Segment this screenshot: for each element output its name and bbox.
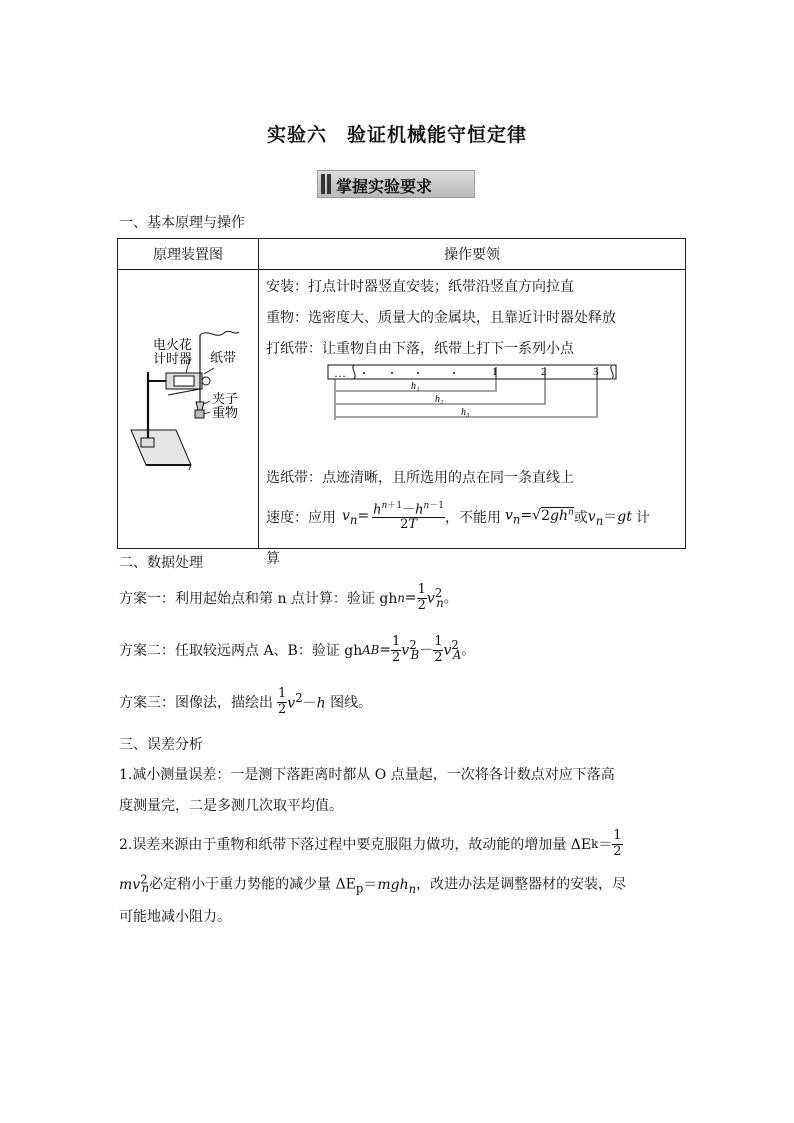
tape-point-3: 3 [593, 366, 599, 378]
row-speed-end: 算 [266, 551, 280, 567]
apparatus-diagram [118, 270, 257, 549]
apparatus-cell [118, 270, 259, 549]
row-select: 选纸带：点迹清晰，且所选用的点在同一条直线上 [266, 470, 574, 486]
label-tape: 纸带 [210, 350, 237, 365]
plan-two: 方案二：任取较远两点 A、B：验证 gh AB = $\frac{1}{2}$ $v^2_B-$ $\frac{1}{2}$ $v^2_A$。 [119, 634, 476, 665]
plan-one: 方案一：利用起始点和第 n 点计算：验证 gh n = $\frac{1}{2}$ $v^2_n$。 [119, 582, 458, 613]
row-weight: 重物：选密度大、质量大的金属块，且靠近计时器处释放 [266, 310, 616, 326]
section-heading-3: 三、误差分析 [119, 737, 203, 753]
label-timer-2: 计时器 [153, 351, 193, 366]
banner-text: 掌握实验要求 [336, 177, 433, 196]
speed-prefix: 速度：应用 [266, 510, 336, 526]
section-heading-1: 一、基本原理与操作 [119, 215, 245, 231]
fraction-half: $\frac{1}{2}$ [434, 634, 443, 665]
row-tape: 打纸带：让重物自由下落，纸带上打下一系列小点 [266, 341, 574, 357]
plan-three-text: 方案三：图像法，描绘出 [119, 695, 273, 711]
plan-three: 方案三：图像法，描绘出 $\frac{1}{2}$ $v^2-h$ 图线。 [119, 686, 373, 717]
section-banner [317, 170, 475, 198]
banner-bar-icon [327, 174, 331, 194]
row-speed: 速度：应用 $v_n=$ $\frac{h^{n+1}-h^{n-1}}{2T}$ ，不能用 $v_n=√2gh^n$ 或 $v_n=gt$ 计 [266, 500, 650, 533]
error-two-text-a: 必定稍小于重力势能的减少量 ΔE [149, 876, 356, 893]
tape-point-1: 1 [492, 366, 498, 378]
table-header-operation: 操作要领 [259, 239, 686, 270]
section-heading-2: 二、数据处理 [119, 555, 203, 571]
error-two-line-2: $mv^2_n$必定稍小于重力势能的减少量 $\Delta E_p=mgh_n$，改进办法是调整器材的安装，尽 [119, 872, 627, 896]
error-two-text: 2.误差来源由于重物和纸带下落过程中要克服阻力做功，故动能的增加量 ΔE [119, 837, 592, 853]
speed-or: 或 [573, 510, 588, 526]
label-clip: 夹子 [212, 391, 239, 406]
label-weight: 重物 [212, 405, 239, 420]
row-install: 安装：打点计时器竖直安装；纸带沿竖直方向拉直 [266, 279, 574, 295]
plan-two-text: 方案二：任取较远两点 A、B：验证 gh [119, 643, 363, 659]
banner-bar-icon [321, 174, 325, 194]
error-two-line-3: 可能地减小阻力。 [119, 909, 231, 925]
error-two-text-b: ，改进办法是调整器材的安装，尽 [416, 876, 627, 893]
tape-h3: h₃ [461, 407, 470, 418]
error-two-line-1: 2.误差来源由于重物和纸带下落过程中要克服阻力做功，故动能的增加量 ΔE k ＝ $\frac{1}{2}$ [119, 828, 622, 859]
speed-formula: $\frac{h^{n+1}-h^{n-1}}{2T}$ [373, 500, 444, 533]
fraction-half: $\frac{1}{2}$ [392, 634, 401, 665]
fraction-half: $\frac{1}{2}$ [278, 686, 287, 717]
tape-dots: … [334, 366, 346, 380]
speed-mid: ，不能用 [445, 510, 501, 526]
table-header-diagram: 原理装置图 [118, 239, 259, 270]
error-one-line-2: 度测量完，二是多测几次取平均值。 [119, 798, 343, 814]
tape-point-2: 2 [541, 366, 547, 378]
tape-h1: h₁ [411, 381, 420, 392]
tape-diagram [323, 362, 623, 422]
speed-suffix: 计 [635, 510, 650, 526]
fraction-half: $\frac{1}{2}$ [417, 582, 426, 613]
plan-three-suffix: 图线。 [330, 695, 373, 711]
plan-one-text: 方案一：利用起始点和第 n 点计算：验证 gh [119, 591, 398, 607]
fraction-half: $\frac{1}{2}$ [613, 828, 622, 859]
error-one-line-1: 1.减小测量误差：一是测下落距离时都从 O 点量起，一次将各计数点对应下落高 [119, 767, 615, 783]
label-timer-1: 电火花 [153, 337, 193, 352]
operation-cell [259, 270, 686, 567]
page-title: 实验六 验证机械能守恒定律 [266, 124, 527, 146]
tape-h2: h₂ [435, 394, 444, 405]
